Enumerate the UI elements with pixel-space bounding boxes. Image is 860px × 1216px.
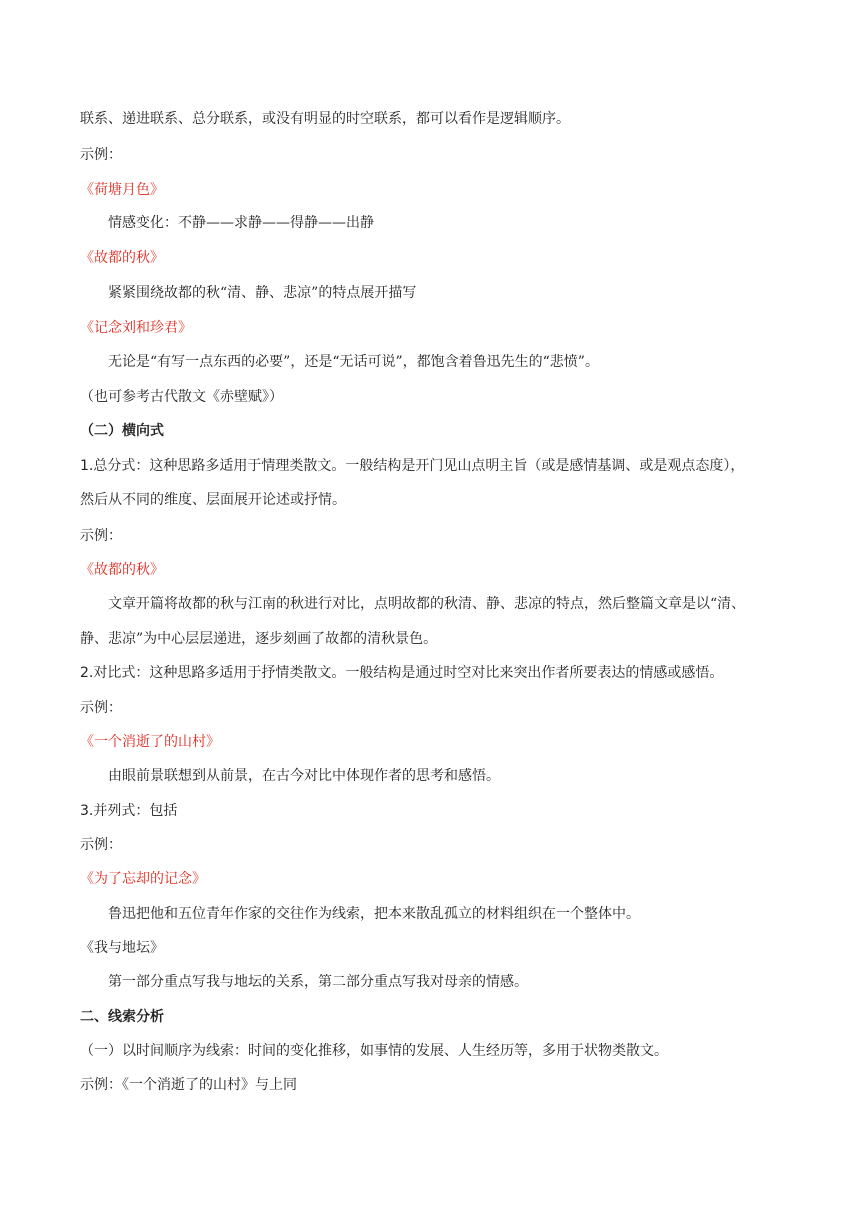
text-line: 2.对比式：这种思路多适用于抒情类散文。一般结构是通过时空对比来突出作者所要表达的情感或感悟。 [80, 665, 724, 681]
section-heading: （二）横向式 [80, 423, 164, 439]
example-label: 示例： [80, 837, 122, 853]
example-text: 由眼前景联想到从前景，在古今对比中体现作者的思考和感悟。 [108, 768, 500, 784]
text-line: （一）以时间顺序为线索：时间的变化推移，如事情的发展、人生经历等，多用于状物类散文。 [80, 1043, 668, 1059]
title-ditan: 《我与地坛》 [80, 940, 164, 956]
example-text: 鲁迅把他和五位青年作家的交往作为线索，把本来散乱孤立的材料组织在一个整体中。 [108, 906, 640, 922]
title-gudu: 《故都的秋》 [80, 250, 164, 266]
title-wangque: 《为了忘却的记念》 [80, 871, 206, 887]
example-text: 文章开篇将故都的秋与江南的秋进行对比，点明故都的秋清、静、悲凉的特点，然后整篇文章是以“清、 [108, 596, 746, 612]
note-line: （也可参考古代散文《赤壁赋》） [80, 389, 283, 405]
example-text: 无论是“有写一点东西的必要”，还是“无话可说”，都饱含着鲁迅先生的“悲愤”。 [108, 354, 599, 370]
text-line: 1.总分式：这种思路多适用于情理类散文。一般结构是开门见山点明主旨（或是感情基调、或是观点态度）， [80, 458, 745, 474]
title-gudu: 《故都的秋》 [80, 562, 164, 578]
text-line: 示例：《一个消逝了的山村》与上同 [80, 1077, 297, 1093]
text-line: 联系、递进联系、总分联系，或没有明显的时空联系，都可以看作是逻辑顺序。 [80, 111, 570, 127]
section-heading: 二、线索分析 [80, 1009, 164, 1025]
example-text: 紧紧围绕故都的秋“清、静、悲凉”的特点展开描写 [108, 285, 417, 301]
example-text: 第一部分重点写我与地坛的关系，第二部分重点写我对母亲的情感。 [108, 974, 528, 990]
title-jinian: 《记念刘和珍君》 [80, 320, 192, 336]
example-text: 情感变化：不静——求静——得静——出静 [108, 215, 374, 231]
text-line: 3.并列式：包括 [80, 803, 178, 819]
example-text: 静、悲凉”为中心层层递进，逐步刻画了故都的清秋景色。 [80, 631, 438, 647]
example-label: 示例： [80, 147, 122, 163]
text-line: 然后从不同的维度、层面展开论述或抒情。 [80, 492, 346, 508]
example-label: 示例： [80, 528, 122, 544]
title-shancun: 《一个消逝了的山村》 [80, 734, 220, 750]
example-label: 示例： [80, 700, 122, 716]
title-hetang: 《荷塘月色》 [80, 182, 164, 198]
